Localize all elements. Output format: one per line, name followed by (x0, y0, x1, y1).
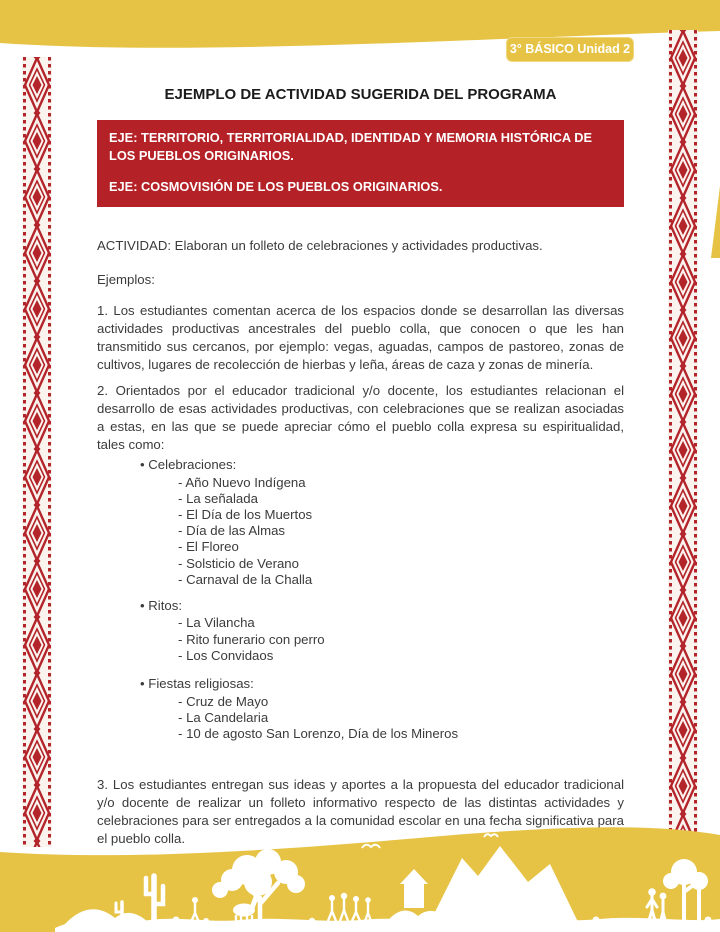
andean-pattern-left (22, 57, 52, 847)
list-item: - Carnaval de la Challa (97, 572, 624, 588)
bullet-group-celebraciones (97, 457, 624, 588)
page-title: EJEMPLO DE ACTIVIDAD SUGERIDA DEL PROGRAMA (164, 86, 557, 103)
list-item: - 10 de agosto San Lorenzo, Día de los Mineros (97, 726, 624, 742)
bullet-lists (97, 457, 624, 742)
eje-box (97, 120, 624, 207)
bullet-label: • Ritos: (97, 598, 624, 615)
list-item: - Cruz de Mayo (97, 694, 624, 710)
paragraph-1: 1. Los estudiantes comentan acerca de los espacios donde se desarrollan las diversas actividades productivas ancestrales del pueblo colla, que conocen o que les han transmitido sus cercanos, por ejemplo: vegas, aguadas, campos de pastoreo, zonas de cultivos, lugares de recolección de hierbas y leña, áreas de caza y zonas de minería. (97, 303, 624, 372)
eje-line-territorio: EJE: TERRITORIO, TERRITORIALIDAD, IDENTIDAD Y MEMORIA HISTÓRICA DE LOS PUEBLOS ORIGINARIOS. (109, 130, 592, 163)
document-content (97, 86, 624, 856)
paragraph-2: 2. Orientados por el educador tradicional y/o docente, los estudiantes relacionan el desarrollo de esas actividades productivas, con celebraciones que se realizan asociadas a estas, en las que se puede apreciar cómo el pueblo colla expresa su espiritualidad, tales como: (97, 383, 624, 452)
list-item: - Solsticio de Verano (97, 556, 624, 572)
list-item: - Año Nuevo Indígena (97, 475, 624, 491)
right-edge-yellow-wedge (711, 186, 720, 258)
list-item: - La Candelaria (97, 710, 624, 726)
paragraph-3: 3. Los estudiantes entregan sus ideas y aportes a la propuesta del educador tradicional y/o docente de realizar un folleto informativo respecto de las distintas actividades y celebraciones para ser entregados a la comunidad escolar en una fecha significativa para el pueblo colla. (97, 777, 624, 847)
footer-landscape-illustration (0, 820, 720, 932)
bullet-label: • Celebraciones: (97, 457, 624, 474)
list-item: - Los Convidaos (97, 648, 624, 664)
examples-label: Ejemplos: (97, 272, 155, 287)
list-item: - El Floreo (97, 539, 624, 555)
list-item: - Rito funerario con perro (97, 632, 624, 648)
list-item: - El Día de los Muertos (97, 507, 624, 523)
list-item: - La Vilancha (97, 615, 624, 631)
list-item: - La señalada (97, 491, 624, 507)
eje-line-cosmovision: EJE: COSMOVISIÓN DE LOS PUEBLOS ORIGINARIOS. (109, 179, 443, 194)
unit-badge: 3° BÁSICO Unidad 2 (506, 37, 634, 62)
andean-pattern-right (668, 30, 698, 860)
activity-line: ACTIVIDAD: Elaboran un folleto de celebraciones y actividades productivas. (97, 238, 543, 253)
bullet-label: • Fiestas religiosas: (97, 676, 624, 693)
bullet-group-fiestas (97, 676, 624, 742)
list-item: - Día de las Almas (97, 523, 624, 539)
bullet-group-ritos (97, 598, 624, 664)
